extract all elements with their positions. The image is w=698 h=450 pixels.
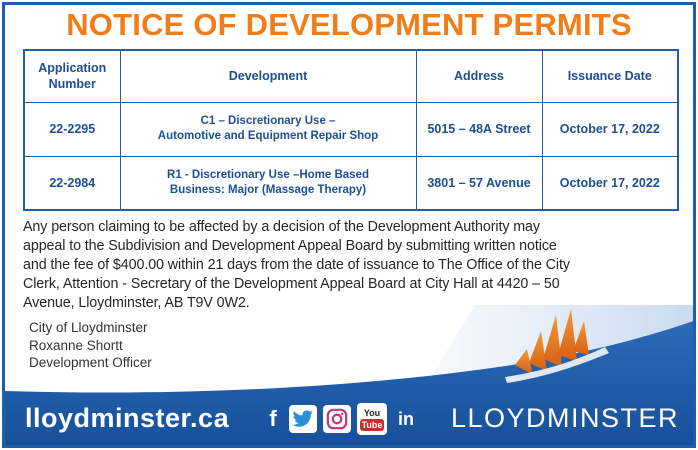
facebook-icon[interactable]: f: [269, 406, 277, 431]
cell-development: C1 – Discretionary Use – Automotive and Equipment Repair Shop: [120, 102, 416, 156]
signature-role: Development Officer: [29, 355, 152, 370]
cell-development: R1 - Discretionary Use –Home Based Business: Major (Massage Therapy): [120, 156, 416, 210]
cell-issuance-date: October 17, 2022: [542, 156, 678, 210]
table-row: [24, 102, 678, 156]
signature-org: City of Lloydminster: [29, 320, 148, 335]
notice-frame: [2, 2, 696, 448]
twitter-icon[interactable]: [289, 405, 317, 433]
appeal-notice: [23, 218, 683, 313]
header-development: Development: [120, 50, 416, 102]
notice-line: Avenue, Lloydminster, AB T9V 0W2.: [23, 295, 250, 311]
instagram-icon[interactable]: [323, 405, 351, 433]
cell-application-number: 22-2295: [24, 102, 120, 156]
youtube-icon[interactable]: You Tube: [357, 403, 387, 435]
cell-address: 3801 – 57 Avenue: [416, 156, 542, 210]
table-row: [24, 156, 678, 210]
page-title: NOTICE OF DEVELOPMENT PERMITS: [66, 7, 632, 42]
table-header-row: [24, 50, 678, 102]
brand-wordmark: LLOYDMINSTER: [451, 403, 680, 433]
notice-line: and the fee of $400.00 within 21 days from the date of issuance to The Office of the City: [23, 257, 570, 273]
cell-address: 5015 – 48A Street: [416, 102, 542, 156]
signature-name: Roxanne Shortt: [29, 337, 123, 353]
website-url[interactable]: lloydminster.ca: [25, 403, 230, 433]
header-application-number: Application Number: [24, 50, 120, 102]
cell-application-number: 22-2984: [24, 156, 120, 210]
linkedin-icon[interactable]: in: [398, 408, 414, 429]
notice-line: appeal to the Subdivision and Development Appeal Board by submitting written notice: [23, 238, 557, 254]
cell-issuance-date: October 17, 2022: [542, 102, 678, 156]
header-issuance-date: Issuance Date: [542, 50, 678, 102]
header-address: Address: [416, 50, 542, 102]
notice-line: Any person claiming to be affected by a decision of the Development Authority may: [23, 219, 540, 235]
permits-table: [23, 49, 679, 211]
notice-line: Clerk, Attention - Secretary of the Development Appeal Board at City Hall at 4420 – 50: [23, 276, 560, 292]
social-links: [263, 402, 419, 436]
